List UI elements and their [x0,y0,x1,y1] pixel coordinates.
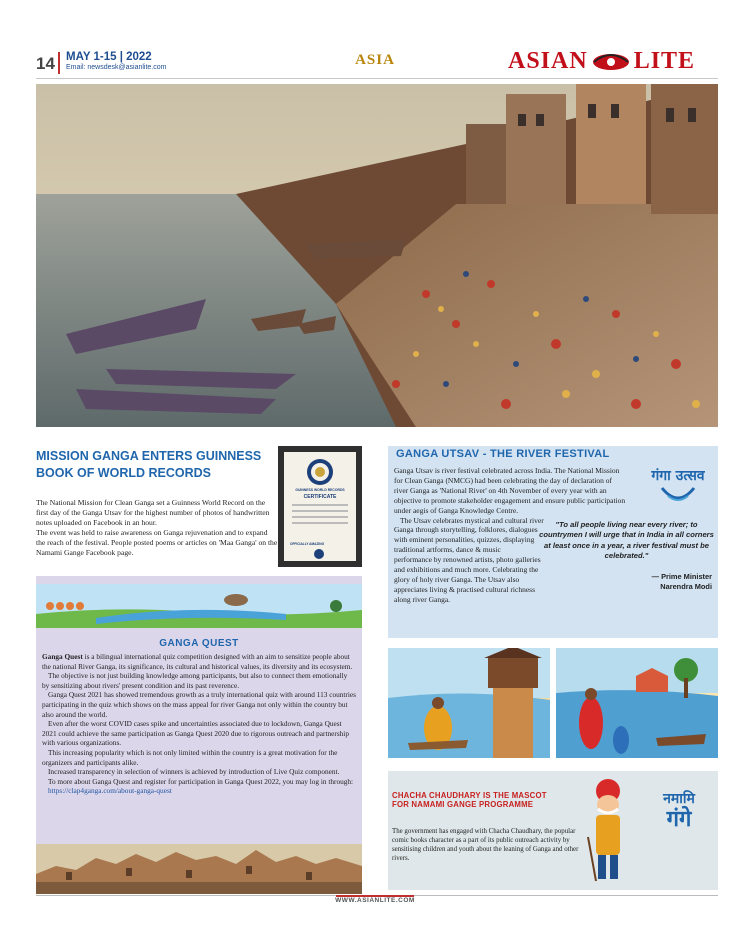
quest-title: GANGA QUEST [159,638,239,649]
chacha-chaudhary-box [388,771,718,890]
namami-logo-line2: गंगे [666,807,692,832]
quest-para-1-text: is a bilingual international quiz competition designed with an aim to sensitize people about the national River Ganga, its significance, its cultural and historical values, its diversity and its ecosystem. [42,652,353,671]
quest-para-2: The objective is not just building knowledge among participants, but also to connect them emotionally by sensitizing about rivers' present condition and its past reverence. [42,671,348,690]
certificate-footer: OFFICIALLY AMAZING [290,542,325,546]
contact-email: Email: newsdesk@asianlite.com [66,64,167,71]
ghat-skyline-photo [36,844,362,894]
ganga-utsav-logo [648,456,708,514]
footer-url[interactable]: WWW.ASIANLITE.COM [335,897,415,904]
guinness-headline-line1: MISSION GANGA ENTERS GUINNESS [36,449,262,463]
guinness-para-1: The National Mission for Clean Ganga set a Guinness World Record on the first day of the Ganga Utsav for the highest number of photos of handwritten notes uploaded on Facebook in an hour. [36,498,270,527]
quest-para-1 [42,652,356,671]
quest-link[interactable]: https://clap4ganga.com/about-ganga-quest [48,786,172,796]
section-label: ASIA [355,52,395,68]
guinness-headline-line2: BOOK OF WORLD RECORDS [36,466,211,480]
namami-gange-logo [642,791,716,833]
guinness-headline [36,448,268,482]
masthead-left: ASIAN [508,47,588,74]
header-rule [36,78,718,79]
pm-attribution-title: — Prime Minister [651,572,712,581]
utsav-title: GANGA UTSAV - THE RIVER FESTIVAL [396,448,610,460]
pm-attribution [588,572,712,592]
utsav-para-2a: The Utsav celebrates mystical and cultural river Ganga through storytelling, folklores, dialogues with eminent personalities, quizzes, displaying traditional artforms, dance & music [394,515,544,555]
chacha-chaudhary-mascot [584,777,634,885]
quest-para-4: Even after the worst COVID cases spike and uncertainties associated due to lockdown, Ganga Quest 2021 could achieve the same participation as Ganga Quest 2020 due to rigorous outreach and partnership with various organizations. [42,719,349,748]
masthead-logo [508,46,718,76]
certificate-heading: CERTIFICATE [303,494,337,500]
quest-para-6: Increased transparency in selection of winners is achieved by introduction of Live Quiz component. [48,767,340,777]
masthead-right: LITE [633,47,696,74]
ghat-photo [36,84,718,427]
chacha-title-line1: CHACHA CHAUDHARY IS THE MASCOT [392,791,547,800]
river-painting-right [556,648,718,758]
quest-lead: Ganga Quest [42,652,83,661]
river-painting-left [388,648,550,758]
issue-date: MAY 1-15 | 2022 [66,51,152,63]
chacha-title [392,791,592,810]
guinness-body [36,498,278,558]
masthead-emblem-icon [590,50,632,72]
chacha-body: The government has engaged with Chacha Chaudhary, the popular comic books character as a part of its public outreach activity by sensitising children and youth about the leaning of Ganga and other rivers. [392,828,579,862]
utsav-para-1: Ganga Utsav is river festival celebrated across India. The National Mission for Clean Ganga (NMCG) had been celebrating the day of declaration of river Ganga as 'National River' on 4th November of every year with an objective to promote stakeholder engagement and ensure public participation under aegis of Ganga Knowledge Centre. [394,466,626,515]
quest-body [42,652,356,796]
namami-logo-line1: नमामि [663,791,695,807]
page-number: 14 [36,54,55,73]
utsav-para-2b: performance by renowned artists, photo galleries and exhibitions and much more. Celebrating the glory of holy river Ganga. The Utsav also appreciates living & practised cultural richness along river Ganga. [394,555,541,604]
certificate-org: GUINNESS WORLD RECORDS [295,488,345,492]
guinness-seal-icon [306,458,334,486]
guinness-para-2: The event was held to raise awareness on Ganga rejuvenation and to expand the reach of the festival. People posted poems or articles on 'Maa Ganga' on the Namami Gange Facebook page. [36,528,278,557]
quest-para-7: To more about Ganga Quest and register for participation in Ganga Quest 2022, you may log in through: [48,776,354,786]
quest-banner-illustration [36,584,362,628]
utsav-logo-text: गंगा उत्सव [651,468,705,484]
pm-quote: "To all people living near every river; to countrymen I will urge that in India in all corners at least once in a year, a river festival must be celebrated." [539,520,714,561]
chacha-title-line2: FOR NAMAMI GANGE PROGRAMME [392,800,534,810]
ganga-quest-box [36,576,362,894]
pm-attribution-name: Narendra Modi [660,582,712,591]
ganga-utsav-box [388,446,718,638]
quest-para-5: This increasing popularity which is not only limited within the country is a great motivation for the organizers and participants alike. [42,747,338,767]
guinness-certificate-image [278,446,362,567]
quest-para-3: Ganga Quest 2021 has showed tremendous growth as a truly international quiz with around 113 countries participating in the quiz which shows on the mass appeal for river Ganga not only within the country but also around the world. [42,690,356,719]
